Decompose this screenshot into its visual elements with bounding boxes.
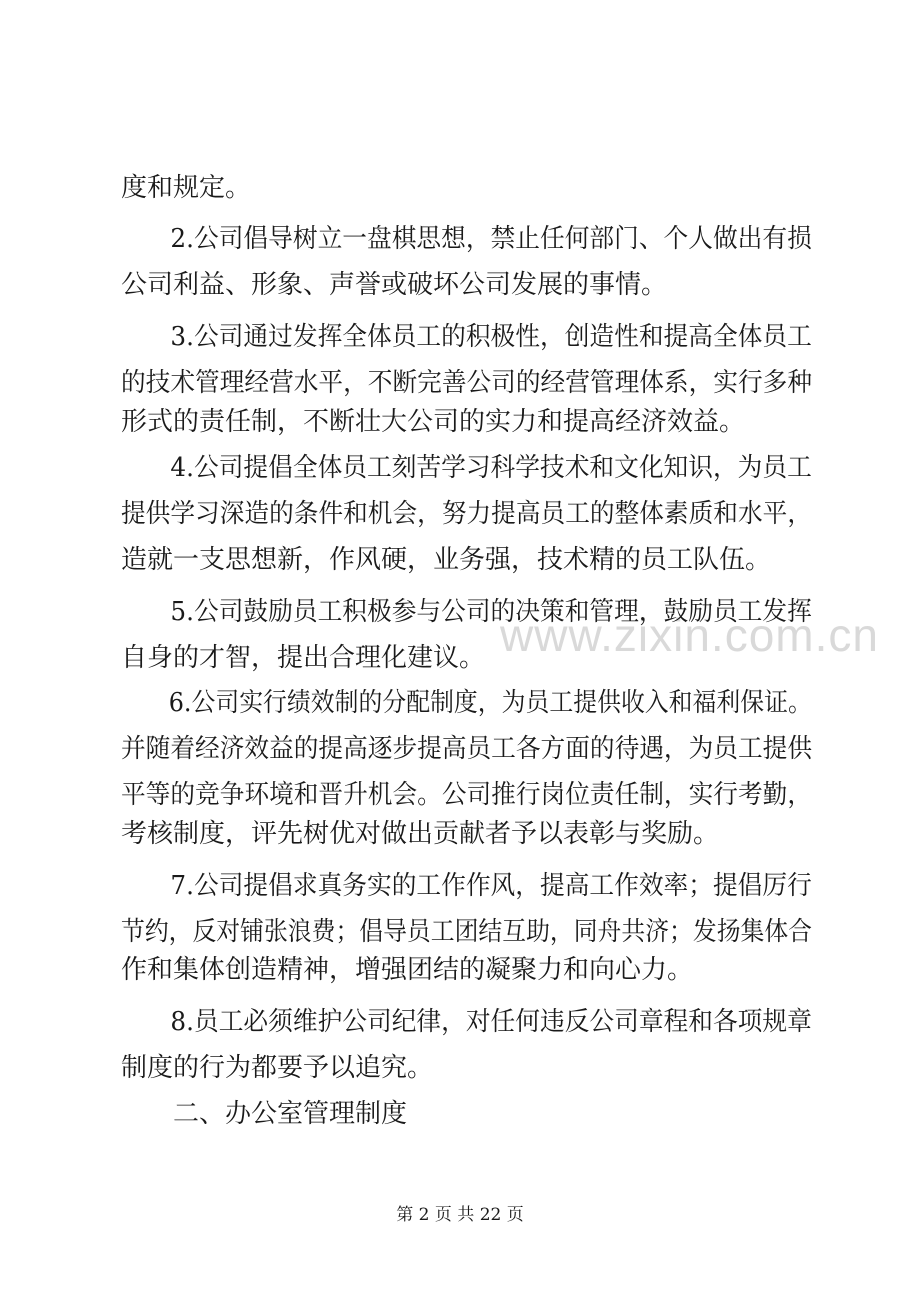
text-line: 提供学习深造的条件和机会，努力提高员工的整体素质和水平，: [121, 499, 813, 529]
page-footer: 第 2 页 共 22 页: [396, 1205, 524, 1225]
text-line: 的技术管理经营水平，不断完善公司的经营管理体系，实行多种: [121, 368, 813, 398]
text-line: 6.公司实行绩效制的分配制度，为员工提供收入和福利保证。: [121, 688, 812, 718]
watermark: www.zixin.com.cn: [500, 609, 879, 661]
text-line: 2.公司倡导树立一盘棋思想，禁止任何部门、个人做出有损: [121, 224, 812, 254]
text-line: 度和规定。: [121, 173, 252, 203]
text-line: 形式的责任制，不断壮大公司的实力和提高经济效益。: [121, 407, 746, 437]
text-line: 公司利益、形象、声誉或破坏公司发展的事情。: [121, 270, 668, 300]
text-line: 造就一支思想新，作风硬，业务强，技术精的员工队伍。: [121, 545, 772, 575]
text-line: 5.公司鼓励员工积极参与公司的决策和管理，鼓励员工发挥: [121, 597, 812, 627]
text-line: 节约，反对铺张浪费；倡导员工团结互助，同舟共济；发扬集体合: [121, 917, 813, 947]
text-line: 3.公司通过发挥全体员工的积极性，创造性和提高全体员工: [121, 322, 812, 352]
text-line: 自身的才智，提出合理化建议。: [121, 643, 486, 673]
text-line: 平等的竞争环境和晋升机会。公司推行岗位责任制，实行考勤，: [121, 780, 813, 810]
text-line: 作和集体创造精神，增强团结的凝聚力和向心力。: [121, 955, 694, 985]
text-line: 制度的行为都要予以追究。: [121, 1053, 434, 1083]
text-line: 7.公司提倡求真务实的工作作风，提高工作效率；提倡厉行: [121, 871, 812, 901]
text-line: 4.公司提倡全体员工刻苦学习科学技术和文化知识，为员工: [121, 453, 812, 483]
text-line: 考核制度，评先树优对做出贡献者予以表彰与奖励。: [121, 819, 720, 849]
text-line: 8.员工必须维护公司纪律，对任何违反公司章程和各项规章: [121, 1007, 812, 1037]
text-line: 并随着经济效益的提高逐步提高员工各方面的待遇，为员工提供: [121, 734, 813, 764]
section-heading: 二、办公室管理制度: [121, 1099, 408, 1129]
